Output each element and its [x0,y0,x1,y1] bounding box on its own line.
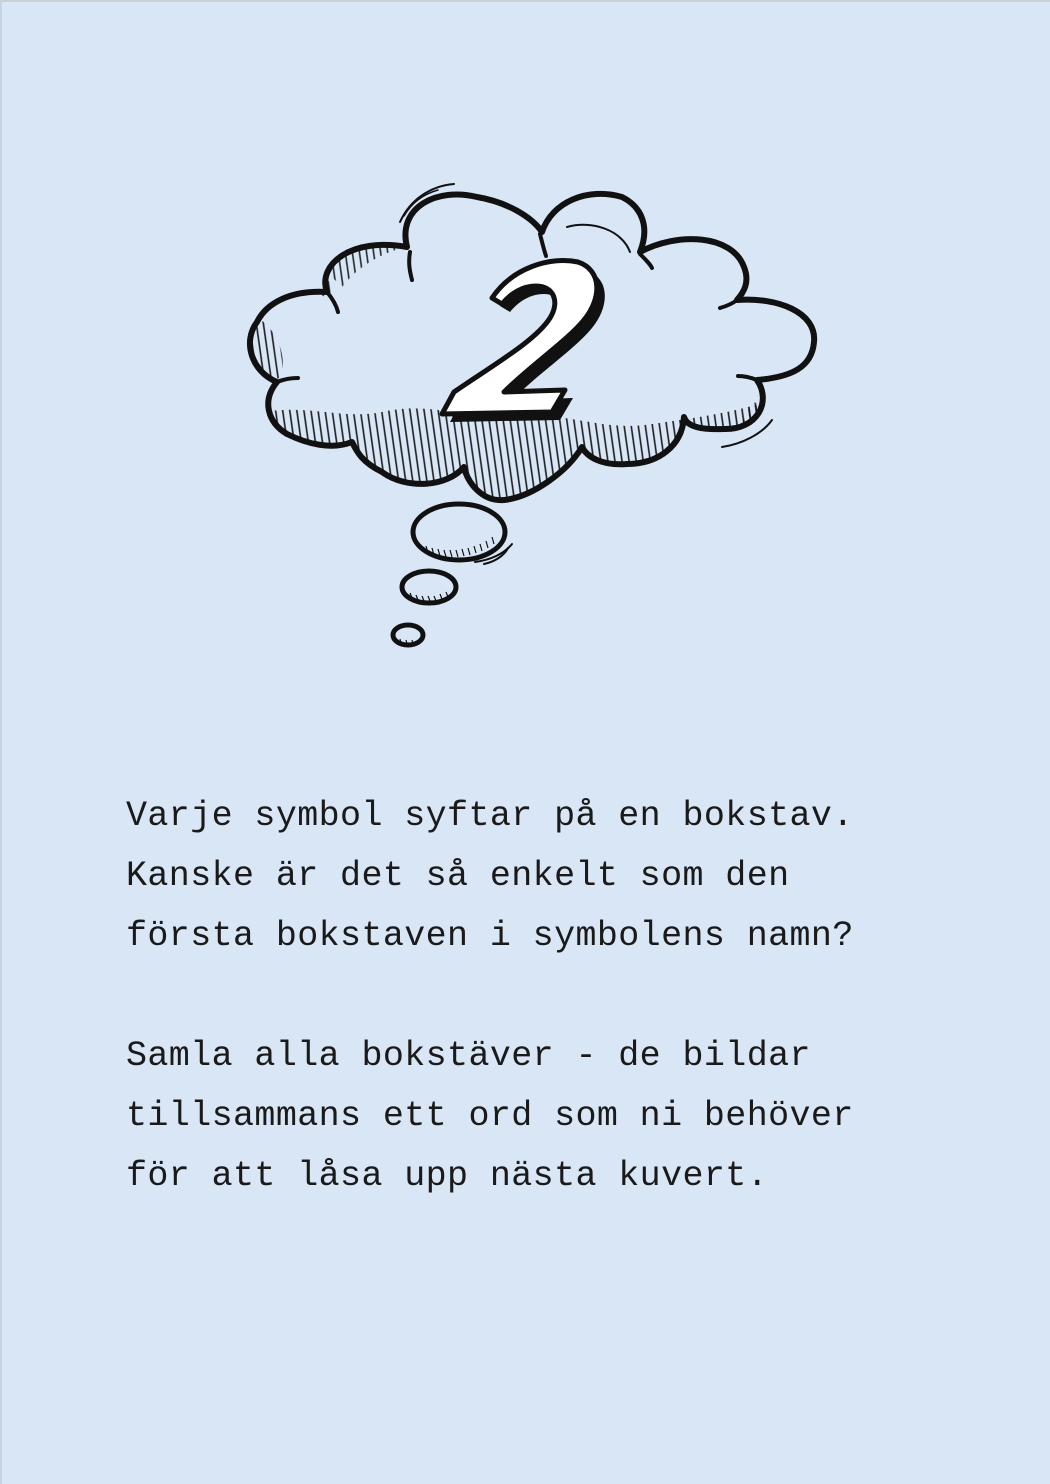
thought-bubble-icon [232,172,832,662]
thought-bubble [232,172,832,662]
paragraph-symbol-hint: Varje symbol syftar på en bokstav. Kanske är det så enkelt som den första bokstaven i symbolens namn? [126,796,854,956]
instructions-text [126,786,986,1206]
paragraph-collect-letters: Samla alla bokstäver - de bildar tillsammans ett ord som ni behöver för att låsa upp nästa kuvert. [126,1036,854,1196]
